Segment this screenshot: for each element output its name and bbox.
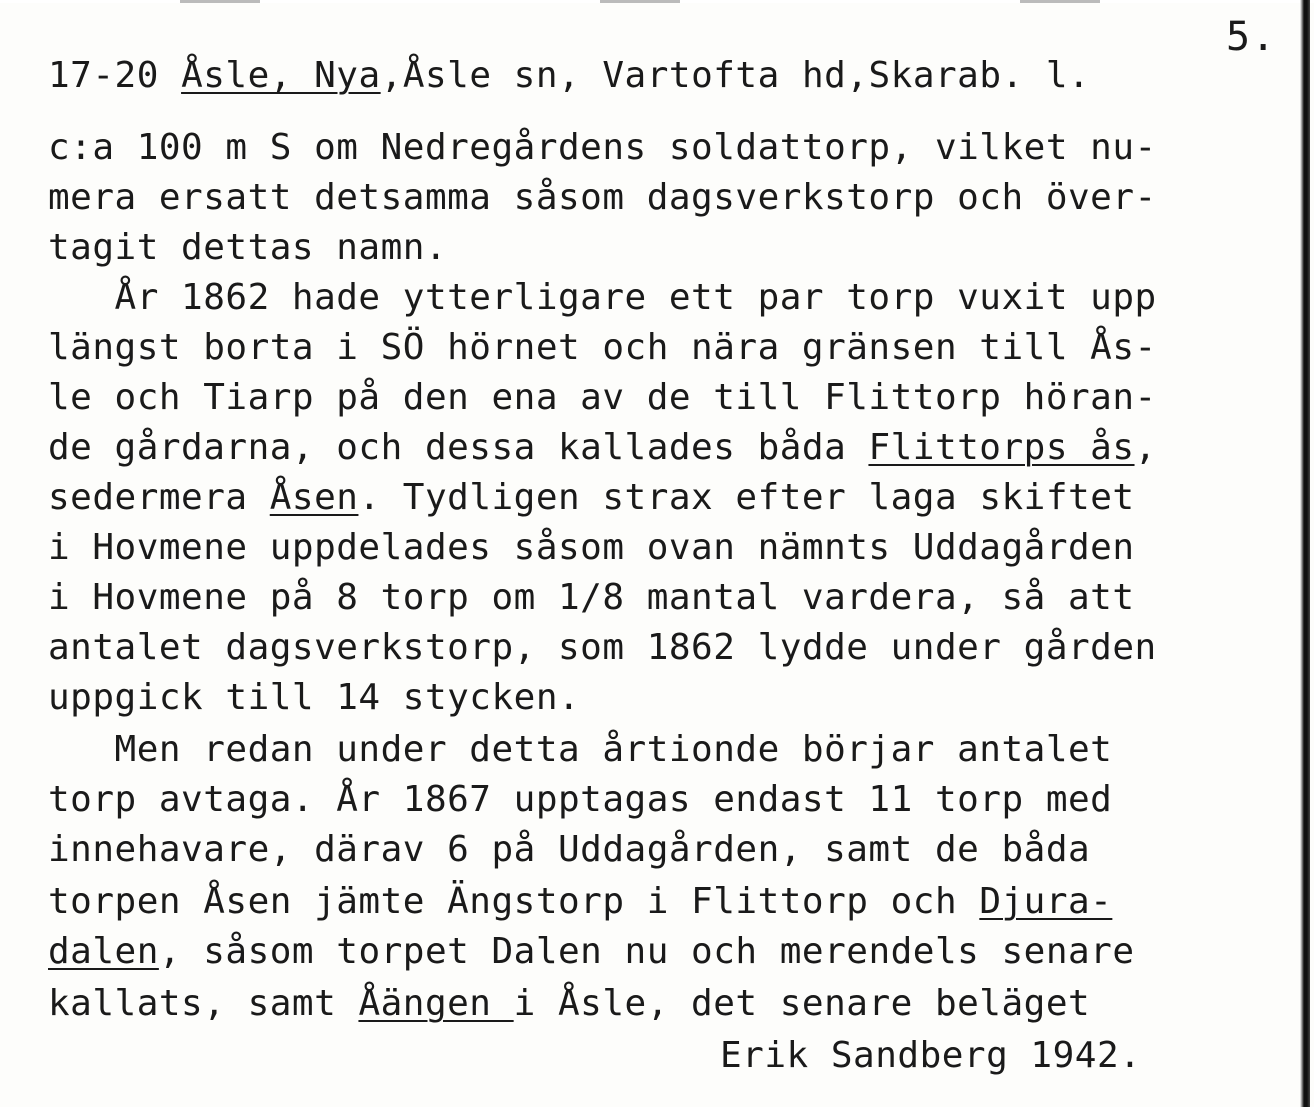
header-place-name: Åsle, Nya <box>181 55 381 96</box>
line8-before: sedermera <box>48 477 270 518</box>
text-line-12: uppgick till 14 stycken. <box>48 677 581 718</box>
place-flittorps-as: Flittorps ås <box>868 427 1135 468</box>
text-line-1: c:a 100 m S om Nedregårdens soldattorp, vilket nu- <box>48 127 1157 168</box>
page-number: 5. <box>1226 14 1277 60</box>
text-line-16 <box>48 880 1112 924</box>
text-line-13: Men redan under detta årtionde börjar antalet <box>48 729 1113 770</box>
place-asen: Åsen <box>269 477 359 518</box>
text-line-11: antalet dagsverkstorp, som 1862 lydde under gården <box>48 627 1157 668</box>
line18-before: kallats, samt <box>48 983 359 1024</box>
text-line-6: le och Tiarp på den ena av de till Flittorp höran- <box>48 377 1157 418</box>
header-rest: ,Åsle sn, Vartofta hd,Skarab. l. <box>380 55 1091 96</box>
text-line-17 <box>48 930 1135 974</box>
text-line-4: År 1862 hade ytterligare ett par torp vuxit upp <box>48 277 1157 318</box>
header-number: 17-20 <box>48 55 159 96</box>
line7-before: de gårdarna, och dessa kallades båda <box>48 427 869 468</box>
signature: Erik Sandberg 1942. <box>720 1035 1142 1076</box>
place-aangen: Åängen <box>358 983 514 1024</box>
text-line-9: i Hovmene uppdelades såsom ovan nämnts Uddagården <box>48 527 1135 568</box>
text-line-15: innehavare, därav 6 på Uddagården, samt de båda <box>48 829 1091 870</box>
card-right-edge <box>1300 0 1310 1107</box>
line17-after: , såsom torpet Dalen nu och merendels senare <box>158 931 1135 972</box>
line18-after: i Åsle, det senare beläget <box>513 983 1091 1024</box>
line7-after: , <box>1134 427 1157 468</box>
place-dalen: dalen <box>48 931 159 972</box>
place-djura: Djura- <box>979 881 1113 922</box>
text-line-14: torp avtaga. År 1867 upptagas endast 11 torp med <box>48 779 1113 820</box>
text-line-7 <box>48 426 1157 470</box>
text-line-2: mera ersatt detsamma såsom dagsverkstorp och över- <box>48 177 1157 218</box>
text-line-5: längst borta i SÖ hörnet och nära gränsen till Ås- <box>48 327 1157 368</box>
card-top-edge <box>0 0 1314 3</box>
header-line <box>48 54 1090 98</box>
text-line-10: i Hovmene på 8 torp om 1/8 mantal vardera, så att <box>48 577 1135 618</box>
text-line-8 <box>48 476 1135 520</box>
line8-after: . Tydligen strax efter laga skiftet <box>358 477 1135 518</box>
line16-before: torpen Åsen jämte Ängstorp i Flittorp och <box>48 881 980 922</box>
text-line-3: tagit dettas namn. <box>48 227 448 268</box>
text-line-18 <box>48 982 1090 1026</box>
